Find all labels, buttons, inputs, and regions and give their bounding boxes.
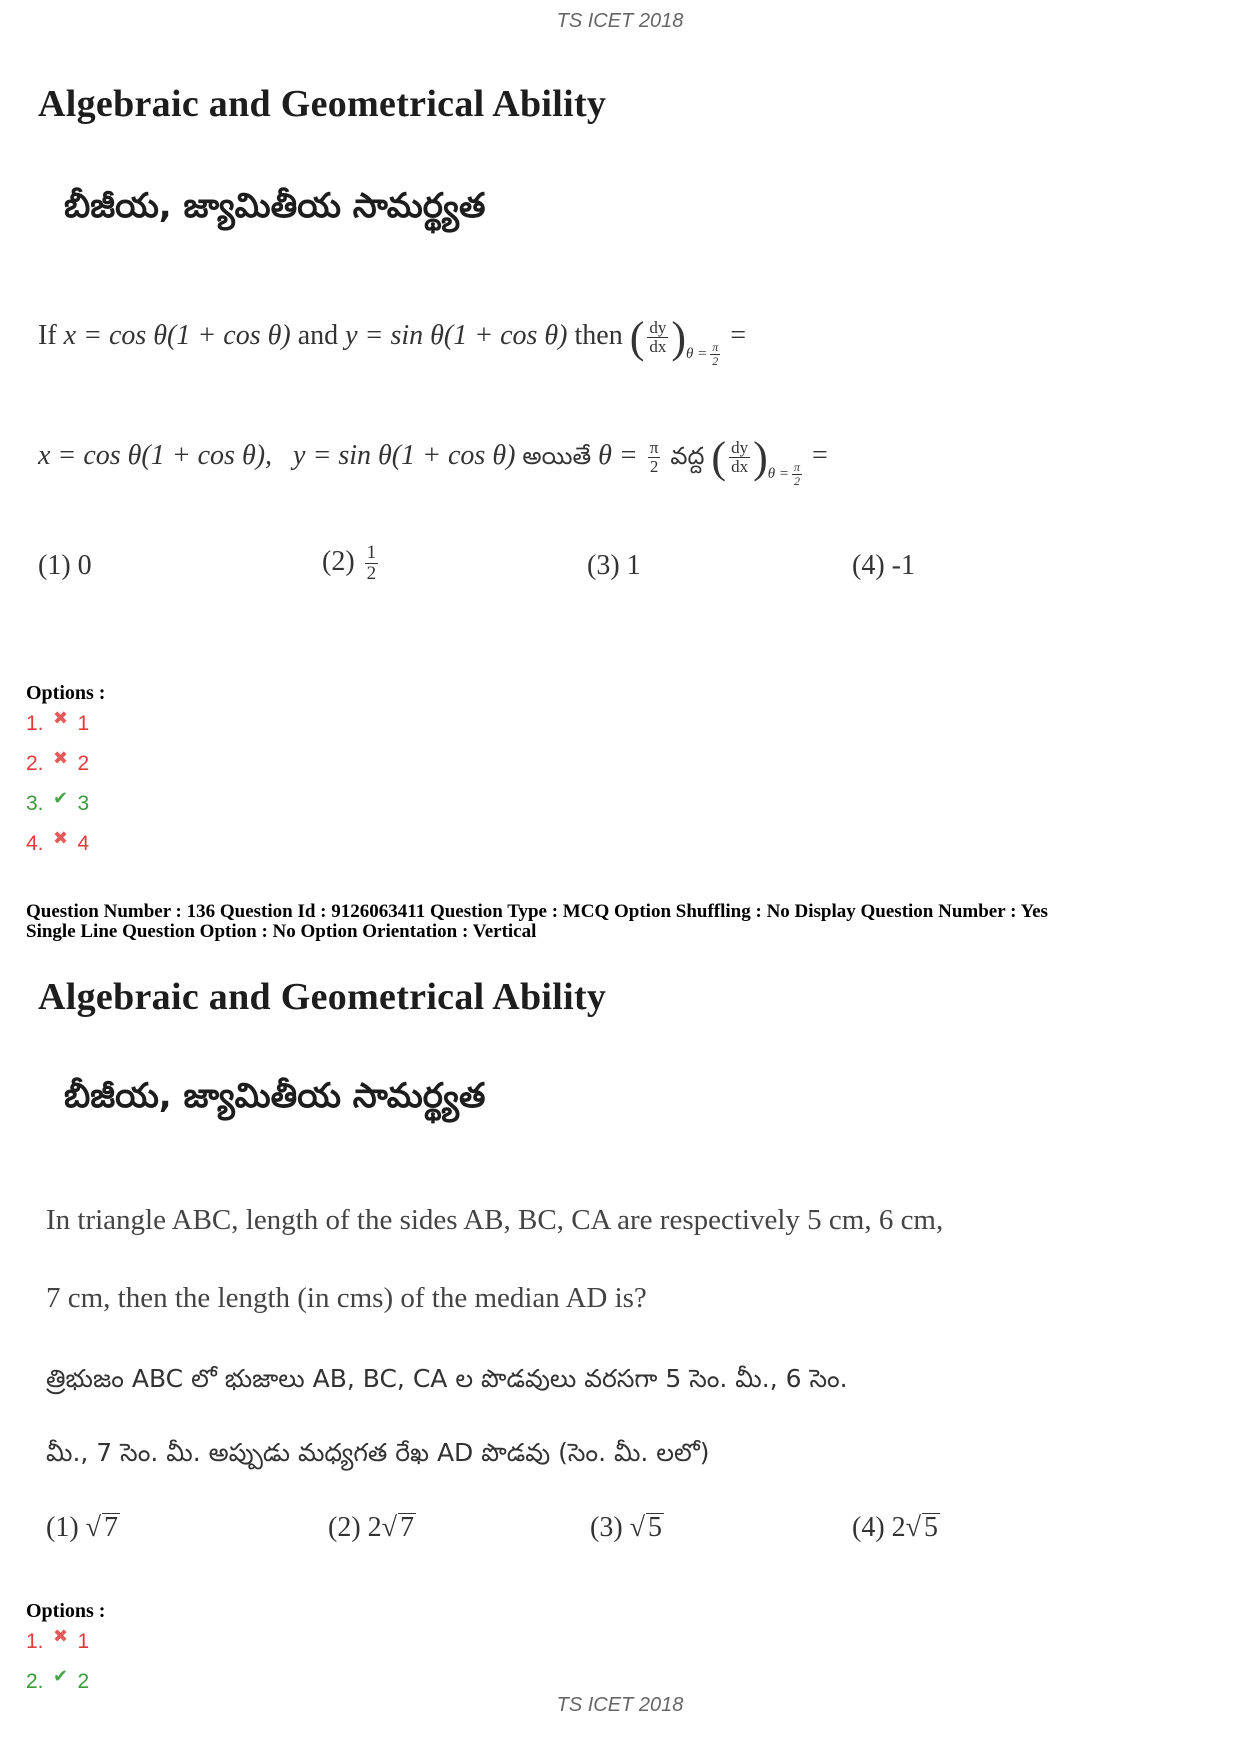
cross-icon: ✖ xyxy=(52,827,69,848)
section-title: Algebraic and Geometrical Ability xyxy=(38,83,607,125)
question-1-text-te: x = cos θ(1 + cos θ), y = sin θ(1 + cos θ) అయితే θ = $\frac{\pi}{2}$ వద్ద ( $\frac{dy}{dx}$ )$_{\theta = \frac{\pi}{2}}$ = xyxy=(38,433,828,488)
cross-icon: ✖ xyxy=(52,747,69,768)
q1-choice-2: (2) $\frac{1}{2}$ xyxy=(322,542,377,584)
section-title-telugu-2: బీజీయ, జ్యామితీయ సామర్థ్యత xyxy=(64,1076,486,1116)
check-icon: ✔ xyxy=(52,1665,69,1686)
q1-option-1: 1. ✖ 1 xyxy=(26,707,90,735)
page-footer: TS ICET 2018 xyxy=(556,1694,684,1716)
question-2-telugu-line-2: మీ., 7 సెం. మీ. అప్పుడు మధ్యగత రేఖ AD పొడవు (సెం. మీ. లలో) xyxy=(46,1438,710,1467)
check-icon: ✔ xyxy=(52,787,69,808)
page-header: TS ICET 2018 xyxy=(556,10,684,32)
q2-option-1: 1. ✖ 1 xyxy=(26,1625,90,1653)
question-1-text-en: If x = cos θ(1 + cos θ) and y = sin θ(1 + cos θ) then ( $\frac{dy}{dx}$ )$_{\theta = \frac{\pi}{2}}$ = xyxy=(38,313,747,368)
options-label: Options : xyxy=(26,682,106,704)
question-meta-line-1: Question Number : 136 Question Id : 9126063411 Question Type : MCQ Option Shuffling : No Display Question Number : Yes xyxy=(26,901,1048,922)
question-2-telugu-line-1: త్రిభుజం ABC లో భుజాలు AB, BC, CA ల పొడవులు వరసగా 5 సెం. మీ., 6 సెం. xyxy=(46,1364,848,1393)
q1-option-2: 2. ✖ 2 xyxy=(26,747,90,775)
q2-choice-4: (4) 2√ 5 xyxy=(852,1512,939,1543)
q2-choice-3: (3) √ 5 xyxy=(590,1512,663,1543)
q1-choice-3: (3) 1 xyxy=(587,550,641,581)
q2-option-2: 2. ✔ 2 xyxy=(26,1665,90,1693)
q2-choice-2: (2) 2√ 7 xyxy=(328,1512,415,1543)
options-label-2: Options : xyxy=(26,1600,106,1622)
q1-option-4: 4. ✖ 4 xyxy=(26,827,90,855)
q1-choice-4: (4) -1 xyxy=(852,550,915,581)
cross-icon: ✖ xyxy=(52,1625,69,1646)
section-title-2: Algebraic and Geometrical Ability xyxy=(38,976,607,1018)
question-2-text-line-2: 7 cm, then the length (in cms) of the median AD is? xyxy=(46,1282,647,1314)
section-title-telugu: బీజీయ, జ్యామితీయ సామర్థ్యత xyxy=(64,186,486,226)
question-meta-line-2: Single Line Question Option : No Option Orientation : Vertical xyxy=(26,921,537,942)
cross-icon: ✖ xyxy=(52,707,69,728)
q2-choice-1: (1) √ 7 xyxy=(46,1512,119,1543)
q1-option-3: 3. ✔ 3 xyxy=(26,787,90,815)
question-2-text-line-1: In triangle ABC, length of the sides AB, BC, CA are respectively 5 cm, 6 cm, xyxy=(46,1204,944,1236)
q1-choice-1: (1) 0 xyxy=(38,550,92,581)
